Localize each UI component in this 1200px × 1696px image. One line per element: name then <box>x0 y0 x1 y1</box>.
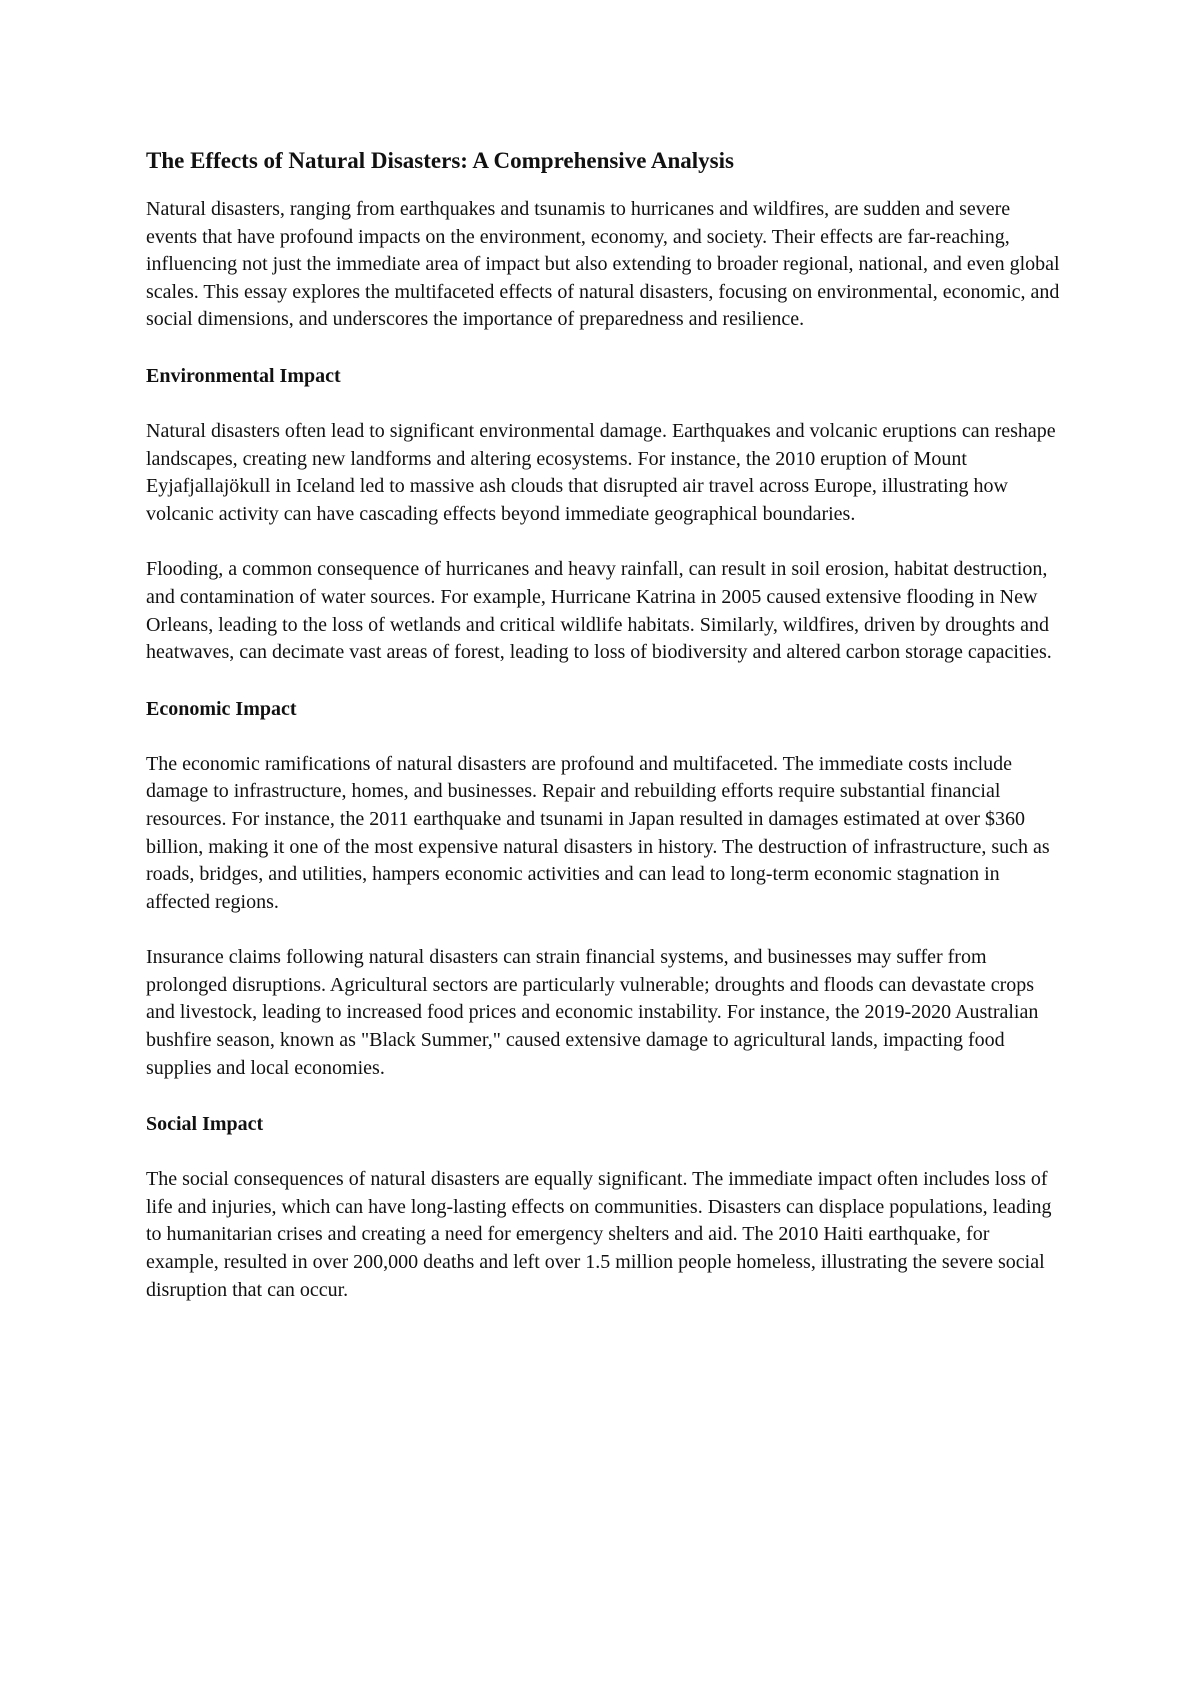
social-paragraph-1: The social consequences of natural disasters are equally significant. The immediate impact often includes loss of life and injuries, which can have long-lasting effects on communities. Disasters can displace populations, leading to humanitarian crises and creating a need for emergency shelters and aid. The 2010 Haiti earthquake, for example, resulted in over 200,000 deaths and left over 1.5 million people homeless, illustrating the severe social disruption that can occur. <box>146 1168 1052 1301</box>
document-title: The Effects of Natural Disasters: A Comprehensive Analysis <box>146 148 734 173</box>
section-heading-social: Social Impact <box>146 1113 264 1136</box>
document-body <box>146 146 1066 1332</box>
environmental-paragraph-1: Natural disasters often lead to significant environmental damage. Earthquakes and volcanic eruptions can reshape landscapes, creating new landforms and altering ecosystems. For instance, the 2010 eruption of Mount Eyjafjallajökull in Iceland led to massive ash clouds that disrupted air travel across Europe, illustrating how volcanic activity can have cascading effects beyond immediate geographical boundaries. <box>146 419 1056 525</box>
economic-paragraph-2: Insurance claims following natural disasters can strain financial systems, and businesses may suffer from prolonged disruptions. Agricultural sectors are particularly vulnerable; droughts and floods can devastate crops and livestock, leading to increased food prices and economic instability. For instance, the 2019-2020 Australian bushfire season, known as "Black Summer," caused extensive damage to agricultural lands, impacting food supplies and local economies. <box>146 946 1039 1079</box>
section-heading-economic: Economic Impact <box>146 697 297 720</box>
section-heading-environmental: Environmental Impact <box>146 364 341 387</box>
economic-paragraph-1: The economic ramifications of natural disasters are profound and multifaceted. The immediate costs include damage to infrastructure, homes, and businesses. Repair and rebuilding efforts require substantial financial resources. For instance, the 2011 earthquake and tsunami in Japan resulted in damages estimated at over $360 billion, making it one of the most expensive natural disasters in history. The destruction of infrastructure, such as roads, bridges, and utilities, hampers economic activities and can lead to long-term economic stagnation in affected regions. <box>146 752 1050 913</box>
intro-paragraph: Natural disasters, ranging from earthquakes and tsunamis to hurricanes and wildfires, are sudden and severe events that have profound impacts on the environment, economy, and society. Their effects are far-reaching, influencing not just the immediate area of impact but also extending to broader regional, national, and even global scales. This essay explores the multifaceted effects of natural disasters, focusing on environmental, economic, and social dimensions, and underscores the importance of preparedness and resilience. <box>146 198 1060 331</box>
environmental-paragraph-2: Flooding, a common consequence of hurricanes and heavy rainfall, can result in soil erosion, habitat destruction, and contamination of water sources. For example, Hurricane Katrina in 2005 caused extensive flooding in New Orleans, leading to the loss of wetlands and critical wildlife habitats. Similarly, wildfires, driven by droughts and heatwaves, can decimate vast areas of forest, leading to loss of biodiversity and altered carbon storage capacities. <box>146 558 1052 664</box>
